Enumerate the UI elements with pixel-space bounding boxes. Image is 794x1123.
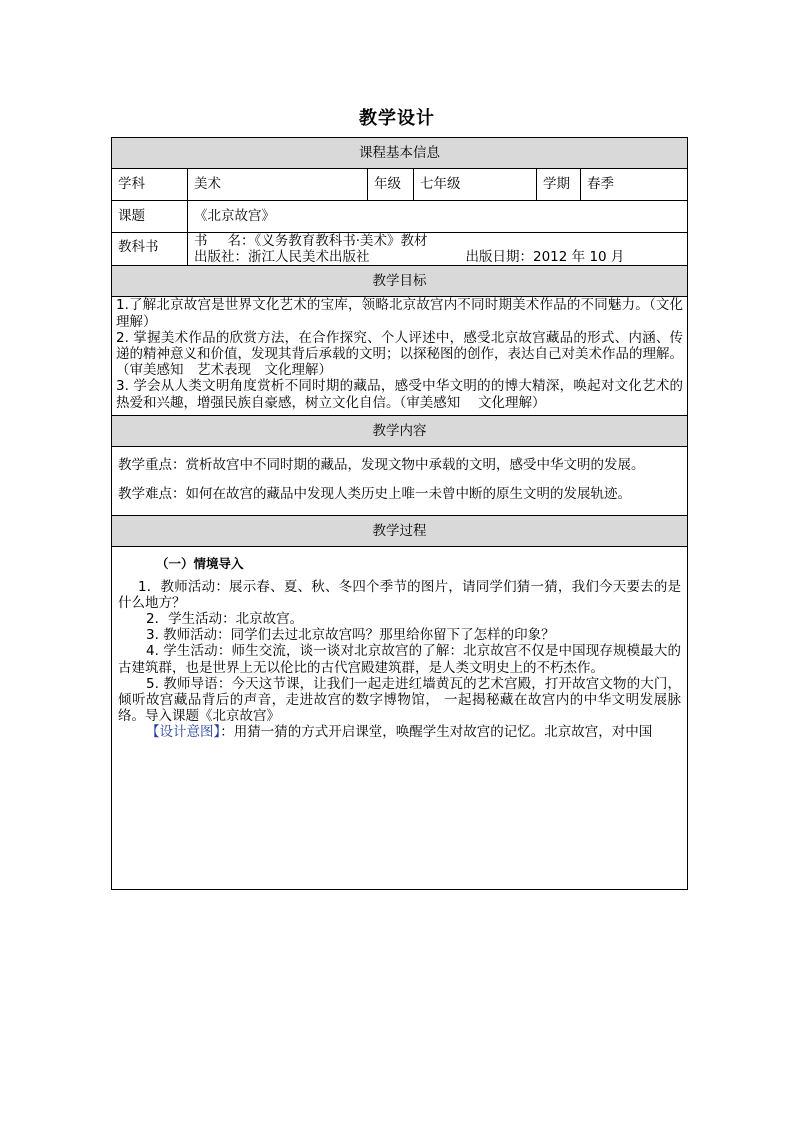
document-title: 教学设计 [359, 108, 435, 129]
textbook-details [188, 233, 688, 266]
design-intent [118, 724, 681, 740]
publish-date: 出版日期：2012 年 10 月 [465, 249, 625, 266]
process-step: 2．学生活动：北京故宫。 [146, 611, 304, 628]
topic-value: 《北京故宫》 [188, 201, 688, 233]
textbook-label: 教科书 [112, 233, 188, 266]
term-value: 春季 [581, 169, 688, 201]
section-heading: 课程基本信息 [112, 138, 688, 169]
goal-item: 1.了解北京故宫是世界文化艺术的宝库，领略北京故宫内不同时期美术作品的不同魅力。（文化理解） [116, 297, 684, 330]
goal-item: 3. 学会从人类文明角度赏析不同时期的藏品，感受中华文明的的博大精深，唤起对文化艺术的热爱和兴趣，增强民族自豪感，树立文化自信。（审美感知 文化理解） [116, 378, 684, 411]
design-intent-text: ：用猜一猜的方式开启课堂，唤醒学生对故宫的记忆。北京故宫，对中国 [220, 724, 653, 741]
book-name-line [194, 233, 681, 249]
process-step: 3. 教师活动：同学们去过北京故宫吗？那里给你留下了怎样的印象？ [146, 627, 555, 644]
key-point: 教学重点：赏析故宫中不同时期的藏品，发现文物中承载的文明，感受中华文明的发展。 [118, 456, 645, 473]
goals-cell [112, 297, 688, 415]
content-cell [112, 446, 688, 515]
process-step: 1．教师活动：展示春、夏、秋、冬四个季节的图片，请同学们猜一猜，我们今天要去的是什么地方？ [118, 578, 682, 611]
content-row [112, 446, 688, 515]
topic-label: 课题 [112, 201, 188, 233]
process-cell [112, 546, 688, 889]
goal-item: 2. 掌握美术作品的欣赏方法，在合作探究、个人评述中，感受北京故宫藏品的形式、内涵、传递的精神意义和价值，发现其背后承载的文明；以探秘图的创作，表达自己对美术作品的理解。（审美感知 艺术表现 文化理解） [116, 329, 684, 379]
term-label: 学期 [537, 169, 581, 201]
info-row [112, 169, 688, 201]
textbook-row [112, 233, 688, 266]
process-heading: （一）情境导入 [156, 555, 244, 571]
process-step: 4. 学生活动：师生交流，谈一谈对北京故宫的了解：北京故宫不仅是中国现存规模最大的古建筑群，也是世界上无以伦比的古代宫殿建筑群，是人类文明史上的不朽杰作。 [118, 643, 682, 676]
section-heading: 教学过程 [112, 515, 688, 546]
publisher: 出版社：浙江人民美术出版社 [194, 249, 370, 266]
difficulty: 教学难点：如何在故宫的藏品中发现人类历史上唯一未曾中断的原生文明的发展轨迹。 [118, 485, 631, 502]
lesson-plan-table [111, 137, 688, 890]
topic-row [112, 201, 688, 233]
grade-value: 七年级 [414, 169, 537, 201]
book-name-prefix: 书 [194, 233, 208, 249]
subject-value: 美术 [188, 169, 368, 201]
publisher-line [194, 249, 681, 265]
section-content [112, 415, 688, 446]
design-intent-label: 【设计意图】 [146, 724, 221, 741]
section-goals [112, 266, 688, 297]
goals-row [112, 297, 688, 415]
section-heading: 教学内容 [112, 415, 688, 446]
process-step: 5. 教师导语：今天这节课，让我们一起走进红墙黄瓦的艺术宫殿，打开故宫文物的大门，倾听故宫藏品背后的声音，走进故宫的数字博物馆， 一起揭秘藏在故宫内的中华文明发展脉络。导入课题《北京故宫》 [118, 675, 682, 725]
subject-label: 学科 [112, 169, 188, 201]
section-heading: 教学目标 [112, 266, 688, 297]
book-name: 名：《义务教育教科书·美术》教材 [227, 233, 428, 249]
process-row [112, 546, 688, 889]
section-process [112, 515, 688, 546]
section-basic-info [112, 138, 688, 169]
grade-label: 年级 [368, 169, 414, 201]
